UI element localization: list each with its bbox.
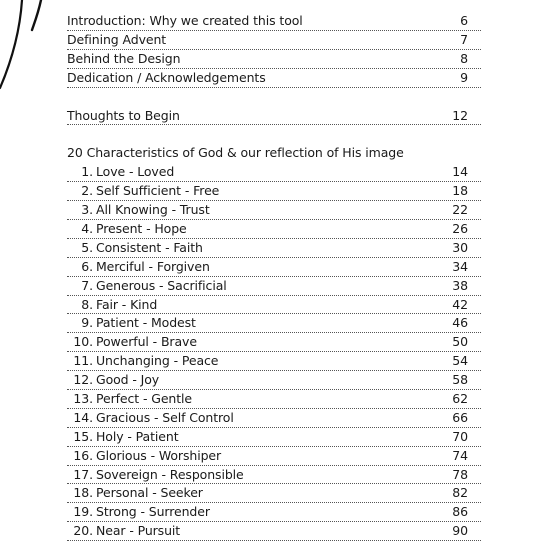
characteristic-entry[interactable]: [67, 277, 481, 296]
characteristic-entry[interactable]: [67, 163, 481, 182]
table-of-contents: [67, 12, 481, 541]
toc-entry-page: 6: [460, 13, 468, 28]
characteristic-entry[interactable]: [67, 409, 481, 428]
characteristic-title: Good - Joy: [96, 372, 160, 388]
characteristic-title: Patient - Modest: [96, 315, 196, 331]
characteristic-entry[interactable]: [67, 239, 481, 258]
toc-entry-introduction[interactable]: [67, 12, 481, 31]
toc-entry-behind-the-design[interactable]: [67, 50, 481, 69]
characteristic-title: Generous - Sacrificial: [96, 277, 227, 293]
characteristic-label: [67, 428, 179, 446]
characteristic-entry[interactable]: [67, 503, 481, 522]
characteristic-entry[interactable]: [67, 258, 481, 277]
characteristic-title: Love - Loved: [96, 164, 175, 180]
characteristic-number: 5.: [81, 239, 93, 255]
characteristic-number: 6.: [81, 258, 93, 274]
characteristic-entry[interactable]: [67, 333, 481, 352]
toc-entry-title: Thoughts to Begin: [67, 107, 180, 123]
characteristic-entry[interactable]: [67, 484, 481, 503]
characteristic-page: 82: [452, 485, 468, 501]
characteristic-title: Self Sufficient - Free: [96, 183, 220, 199]
characteristic-entry[interactable]: [67, 466, 481, 485]
toc-entry-page: 9: [460, 69, 468, 85]
characteristic-page: 42: [452, 296, 468, 312]
characteristic-page: 46: [452, 315, 468, 331]
characteristic-number: 13.: [73, 391, 93, 407]
characteristic-label: [67, 163, 174, 181]
characteristic-page: 14: [452, 164, 468, 180]
characteristic-entry[interactable]: [67, 182, 481, 201]
characteristic-number: 11.: [73, 353, 93, 369]
characteristic-number: 15.: [73, 428, 93, 444]
characteristic-entry[interactable]: [67, 352, 481, 371]
characteristic-number: 9.: [81, 315, 93, 331]
characteristic-label: [67, 352, 218, 370]
characteristic-label: [67, 201, 210, 219]
characteristic-label: [67, 277, 227, 295]
characteristic-label: [67, 258, 210, 276]
characteristic-entry[interactable]: [67, 390, 481, 409]
characteristic-entry[interactable]: [67, 201, 481, 220]
front-matter-list: [67, 12, 481, 88]
characteristic-title: Strong - Surrender: [96, 504, 210, 520]
characteristic-page: 50: [452, 334, 468, 350]
characteristic-page: 62: [452, 391, 468, 407]
characteristic-page: 86: [452, 504, 468, 520]
characteristic-title: Merciful - Forgiven: [96, 258, 210, 274]
characteristic-page: 78: [452, 466, 468, 482]
characteristic-label: [67, 466, 244, 484]
characteristic-entry[interactable]: [67, 428, 481, 447]
characteristic-title: Perfect - Gentle: [96, 391, 193, 407]
toc-entry-dedication[interactable]: [67, 69, 481, 88]
toc-entry-page: 12: [452, 107, 468, 123]
characteristic-entry[interactable]: [67, 296, 481, 315]
characteristic-label: [67, 314, 196, 332]
characteristic-number: 17.: [73, 466, 93, 482]
characteristic-title: Gracious - Self Control: [96, 409, 234, 425]
characteristic-entry[interactable]: [67, 314, 481, 333]
characteristic-page: 74: [452, 447, 468, 463]
toc-entry-page: 7: [460, 31, 468, 47]
characteristic-label: [67, 371, 159, 389]
characteristic-label: [67, 447, 221, 465]
characteristic-title: Powerful - Brave: [96, 334, 197, 350]
characteristic-page: 90: [452, 523, 468, 539]
characteristic-label: [67, 503, 210, 521]
toc-entry-thoughts-to-begin[interactable]: [67, 107, 481, 126]
characteristic-entry[interactable]: [67, 220, 481, 239]
characteristic-page: 70: [452, 428, 468, 444]
characteristic-title: Holy - Patient: [96, 428, 179, 444]
section-gap: [67, 88, 481, 107]
characteristic-entry[interactable]: [67, 447, 481, 466]
characteristic-label: [67, 484, 203, 502]
characteristic-number: 19.: [73, 504, 93, 520]
characteristic-number: 3.: [81, 202, 93, 218]
characteristic-title: Sovereign - Responsible: [96, 466, 244, 482]
characteristic-page: 66: [452, 409, 468, 425]
characteristic-label: [67, 296, 157, 314]
characteristic-label: [67, 182, 219, 200]
characteristic-page: 18: [452, 183, 468, 199]
characteristic-label: [67, 239, 203, 257]
characteristic-label: [67, 409, 234, 427]
characteristic-number: 18.: [73, 485, 93, 501]
characteristic-label: [67, 333, 197, 351]
characteristic-number: 8.: [81, 296, 93, 312]
characteristic-title: Fair - Kind: [96, 296, 158, 312]
characteristic-number: 7.: [81, 277, 93, 293]
characteristic-label: [67, 220, 187, 238]
characteristic-page: 54: [452, 353, 468, 369]
characteristic-number: 16.: [73, 447, 93, 463]
characteristics-list: [67, 163, 481, 541]
characteristic-title: Near - Pursuit: [96, 523, 181, 539]
characteristic-title: Glorious - Worshiper: [96, 447, 222, 463]
characteristic-title: Unchanging - Peace: [96, 353, 219, 369]
toc-entry-title: Behind the Design: [67, 50, 181, 66]
characteristic-number: 20.: [73, 523, 93, 539]
toc-entry-title: Defining Advent: [67, 31, 167, 47]
characteristic-title: Personal - Seeker: [96, 485, 203, 501]
characteristic-page: 22: [452, 202, 468, 218]
characteristic-page: 26: [452, 221, 468, 237]
characteristic-page: 30: [452, 239, 468, 255]
characteristic-number: 4.: [81, 221, 93, 237]
characteristics-heading: 20 Characteristics of God & our reflection of His image: [67, 145, 404, 161]
characteristic-page: 58: [452, 372, 468, 388]
toc-entry-defining-advent[interactable]: [67, 31, 481, 50]
characteristic-label: [67, 390, 192, 408]
characteristic-number: 14.: [73, 409, 93, 425]
toc-entry-page: 8: [460, 50, 468, 66]
characteristic-number: 1.: [81, 164, 93, 180]
characteristic-title: Present - Hope: [96, 221, 187, 237]
characteristic-title: All Knowing - Trust: [96, 202, 210, 218]
toc-entry-title: Dedication / Acknowledgements: [67, 69, 266, 85]
section-gap: [67, 125, 481, 144]
decorative-swirl-icon: [0, 0, 60, 100]
toc-entry-title: Introduction: Why we created this tool: [67, 13, 303, 28]
characteristic-number: 10.: [73, 334, 93, 350]
characteristic-page: 34: [452, 258, 468, 274]
characteristic-label: [67, 522, 180, 540]
characteristic-page: 38: [452, 277, 468, 293]
characteristic-number: 2.: [81, 183, 93, 199]
characteristic-entry[interactable]: [67, 522, 481, 541]
characteristic-entry[interactable]: [67, 371, 481, 390]
characteristic-number: 12.: [73, 372, 93, 388]
characteristic-title: Consistent - Faith: [96, 239, 203, 255]
